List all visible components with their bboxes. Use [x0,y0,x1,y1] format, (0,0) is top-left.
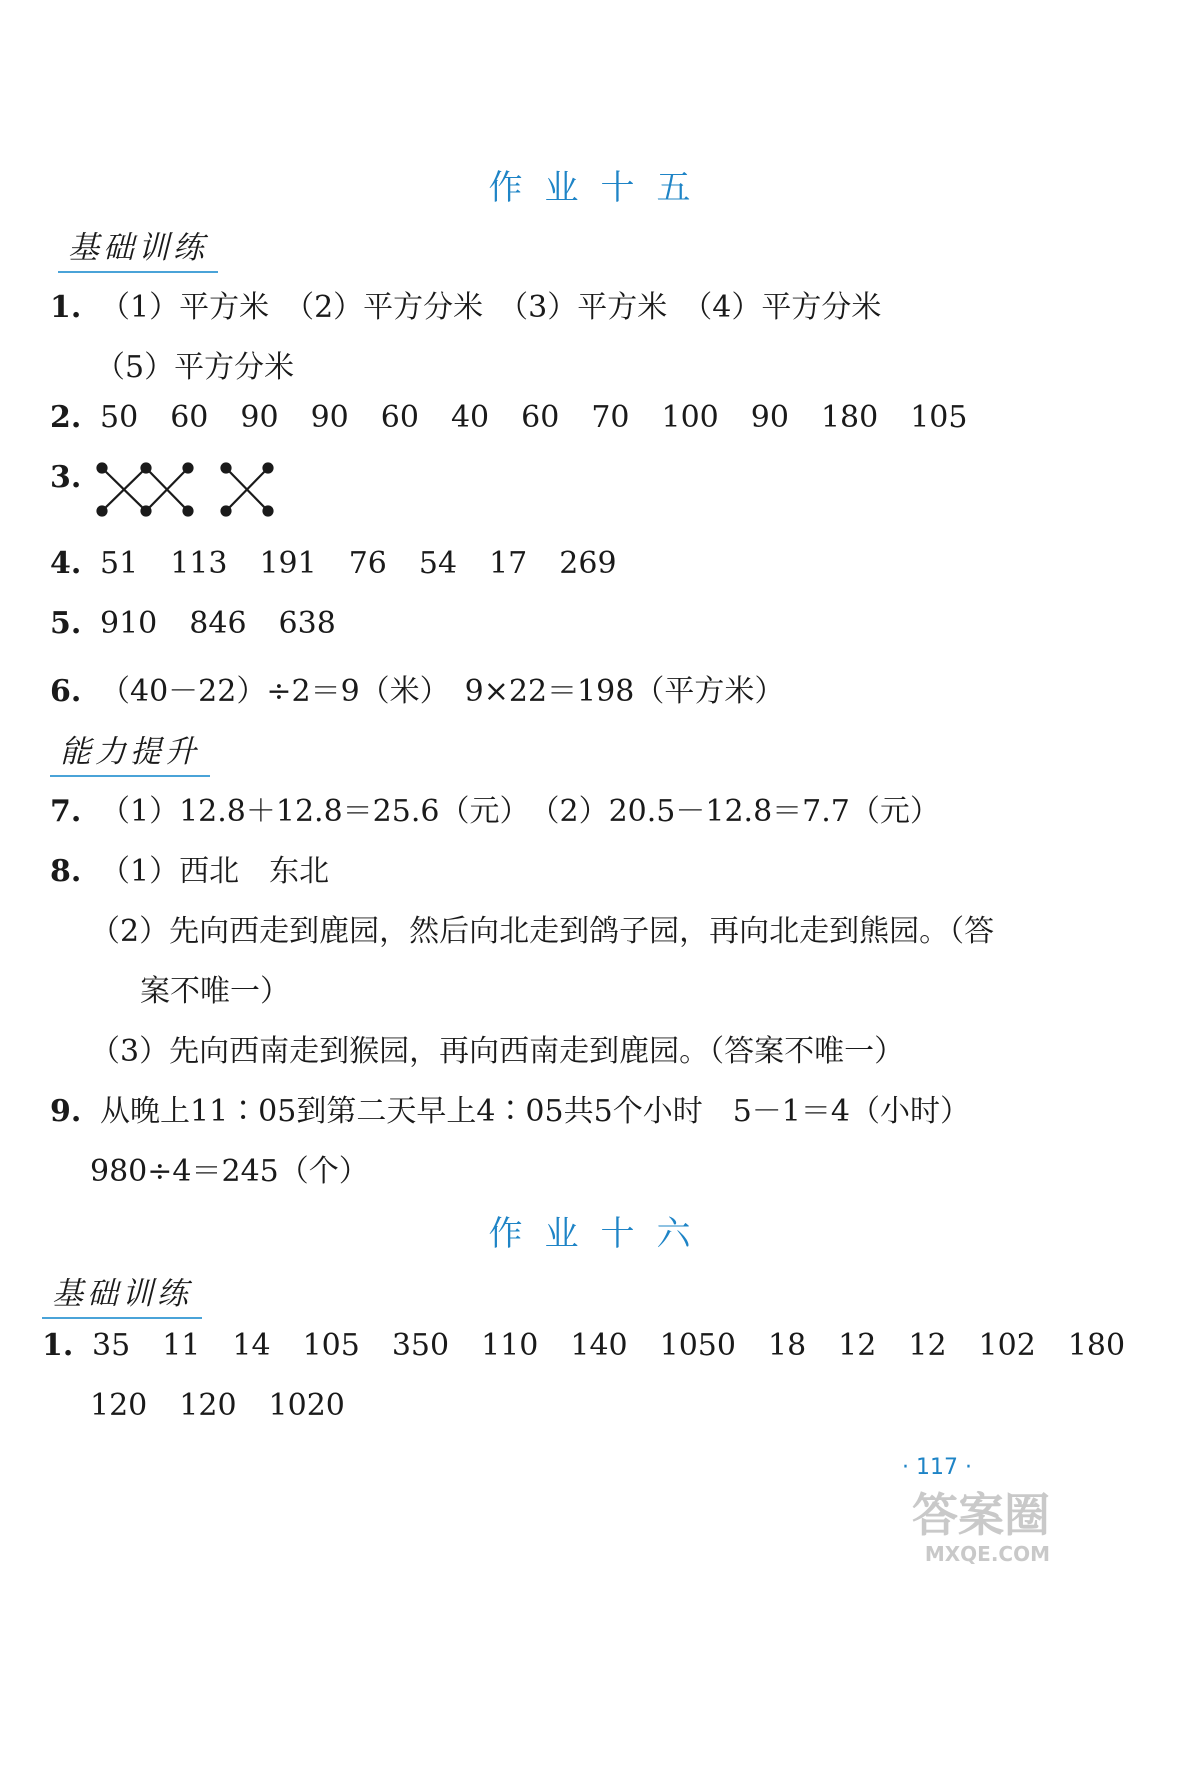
answer-value: 910 [100,606,158,641]
hw15-q9-line2: 980÷4＝245（个） [90,1154,369,1189]
answer-value: 102 [978,1328,1036,1363]
watermark-url: MXQE.COM [924,1542,1050,1566]
hw15-q1-line2: （5）平方分米 [95,350,295,385]
answer-value: 180 [1067,1328,1126,1363]
answer-value: 90 [240,400,279,435]
question-number: 5. [50,606,82,641]
answer-value: 110 [481,1328,539,1363]
answer-text: （1）西北 东北 [100,854,330,889]
matching-lines-diagram [90,458,290,528]
answer-text: 从晚上11∶05到第二天早上4∶05共5个小时 5－1＝4（小时） [100,1094,970,1129]
question-number: 6. [50,674,82,709]
question-number: 1. [50,290,82,325]
answer-value: 846 [189,606,247,641]
answer-value: 120 [179,1388,237,1423]
answer-values [90,1388,345,1423]
hw16-title: 作业十六 [488,1214,713,1254]
answer-value: 1050 [659,1328,736,1363]
answer-values [100,400,967,435]
answer-value: 50 [100,400,139,435]
hw15-q4 [50,546,617,581]
answer-value: 1020 [268,1388,345,1423]
page-number: · 117 · [902,1455,972,1480]
hw15-title: 作业十五 [488,168,713,208]
hw15-q6 [50,666,784,710]
answer-value: 105 [910,400,968,435]
answer-text: （1）12.8＋12.8＝25.6（元） （2）20.5－12.8＝7.7（元） [100,794,940,829]
answer-value: 140 [570,1328,628,1363]
answer-value: 60 [521,400,560,435]
hw15-q8-part3: （3）先向西南走到猴园，再向西南走到鹿园。（答案不唯一） [90,1034,905,1069]
answer-values [92,1328,1125,1363]
answer-value: 54 [418,546,458,581]
answer-value: 269 [559,546,617,581]
answer-value: 100 [661,400,719,435]
answer-value: 350 [391,1328,450,1363]
answer-value: 60 [170,400,209,435]
hw15-q9-line1 [50,1086,970,1130]
question-number: 9. [50,1094,82,1129]
answer-value: 35 [92,1328,131,1363]
answer-value: 12 [908,1328,947,1363]
answer-text: （1）平方米 （2）平方分米 （3）平方米 （4）平方分米 [100,290,882,325]
hw16-basic-section-label: 基础训练 [42,1268,202,1319]
answer-value: 120 [90,1388,148,1423]
watermark-logo: 答案圈 [912,1488,1050,1542]
hw16-q1-line1 [42,1328,1125,1363]
question-number: 2. [50,400,82,435]
question-number: 4. [50,546,82,581]
hw15-q1-line1 [50,282,881,326]
question-number: 8. [50,854,82,889]
answer-value: 191 [259,546,317,581]
answer-value: 113 [170,546,228,581]
answer-values [100,606,336,641]
answer-value: 90 [310,400,349,435]
question-number: 7. [50,794,82,829]
hw15-q8-part2-line1: （2）先向西走到鹿园，然后向北走到鸽子园，再向北走到熊园。（答 [90,914,995,949]
answer-value: 105 [302,1328,360,1363]
question-number: 3. [50,460,82,495]
answer-values [100,546,617,581]
answer-value: 51 [100,546,139,581]
answer-value: 12 [838,1328,877,1363]
answer-value: 18 [767,1328,807,1363]
answer-value: 11 [162,1328,201,1363]
answer-value: 40 [450,400,490,435]
answer-value: 180 [820,400,879,435]
question-number: 1. [42,1328,74,1363]
hw15-advanced-section-label: 能力提升 [50,726,210,777]
hw15-q2 [50,400,967,435]
answer-value: 17 [489,546,528,581]
hw15-q7 [50,786,940,830]
hw15-q5 [50,606,336,641]
hw16-q1-line2 [90,1388,345,1423]
hw15-q8-part2-line2: 案不唯一） [140,974,290,1009]
hw15-q8-part1 [50,846,329,890]
answer-value: 60 [380,400,419,435]
answer-value: 76 [348,546,387,581]
answer-value: 638 [278,606,336,641]
answer-value: 90 [750,400,789,435]
answer-value: 14 [232,1328,271,1363]
hw15-basic-section-label: 基础训练 [58,222,218,273]
answer-text: （40－22）÷2＝9（米） 9×22＝198（平方米） [100,674,785,709]
answer-value: 70 [591,400,630,435]
